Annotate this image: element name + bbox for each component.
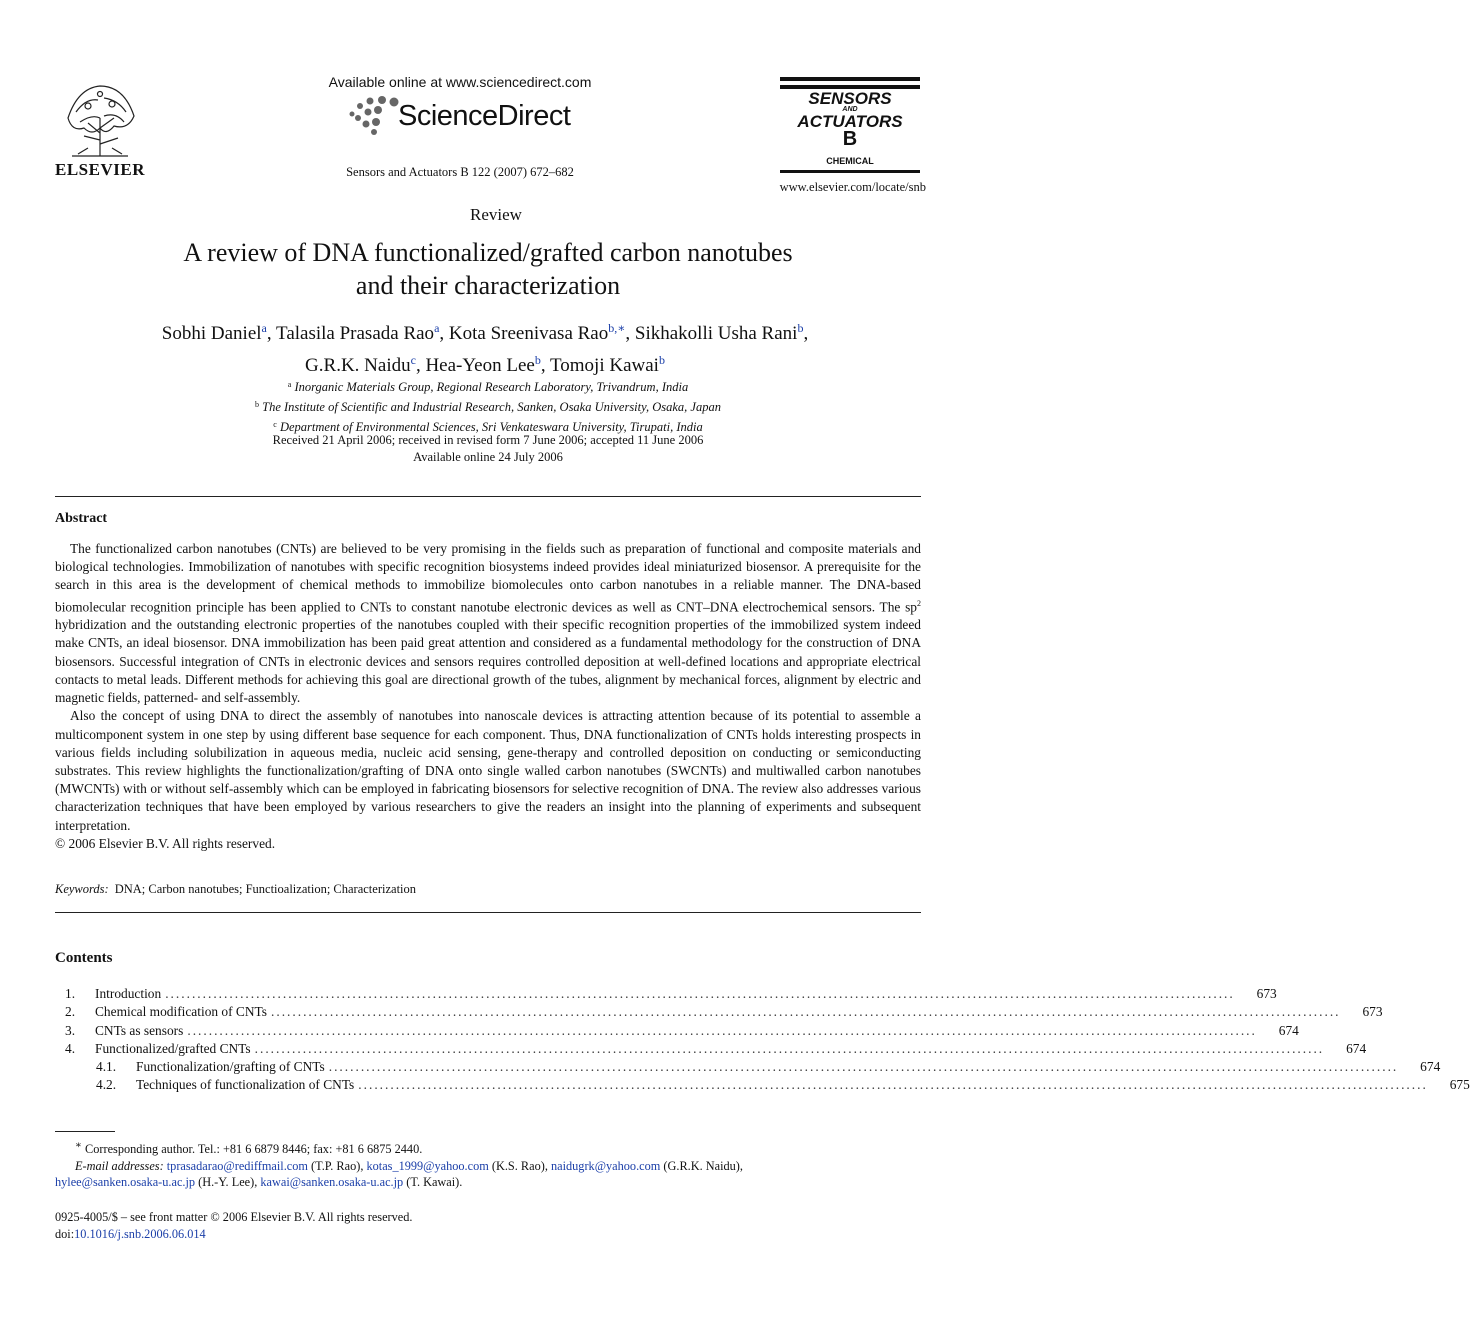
- available-online-text: Available online at www.sciencedirect.com: [328, 74, 592, 90]
- journal-logo-line3: ACTUATORS: [797, 112, 903, 131]
- author-affil-link[interactable]: a: [261, 321, 267, 335]
- issn-line: 0925-4005/$ – see front matter © 2006 Elsevier B.V. All rights reserved.: [55, 1210, 413, 1224]
- toc-page-number: 675: [1449, 1077, 1470, 1093]
- journal-logo-line4: B: [842, 128, 858, 150]
- email-link[interactable]: kawai@sanken.osaka-u.ac.jp: [260, 1175, 404, 1190]
- toc-leader-dots: ........................................................................................................................................................................................................: [187, 1022, 1257, 1038]
- publication-info: [55, 1209, 412, 1242]
- footnote: [55, 1138, 925, 1191]
- journal-reference: Sensors and Actuators B 122 (2007) 672–682: [346, 165, 574, 179]
- abstract-body: [55, 540, 921, 853]
- elsevier-tree-logo: [58, 78, 142, 158]
- toc-label[interactable]: Introduction: [95, 986, 162, 1001]
- abstract-paragraph-2: Also the concept of using DNA to direct the assembly of nanotubes into nanoscale devices is attracting attention because of its potential to assemble a multicomponent system in one step by using different base sequence for each component. Thus, DNA functionalization of CNTs holds interesting prospects in various fields including solubilization in aqueous media, nucleic acid sensing, gene-therapy and controlled deposition on conducting or semiconducting substrates. This review highlights the functionalization/grafting of DNA onto single walled carbon nanotubes (SWCNTs) and multiwalled carbon nanotubes (MWCNTs) with or without self-assembly which can be employed in fabricating biosensors for selective recognition of DNA. The review also addresses various characterization techniques that have been employed by various researchers to give the readers an insight into the planning of experiments and subsequent interpretation.: [55, 708, 921, 833]
- author-name: G.R.K. Naidu: [305, 355, 411, 376]
- author-list: [0, 315, 970, 379]
- toc-leader-dots: ........................................................................................................................................................................................................: [271, 1004, 1341, 1020]
- available-online-date: Available online 24 July 2006: [413, 450, 563, 464]
- toc-entry[interactable]: [55, 1076, 1470, 1094]
- doi-link[interactable]: 10.1016/j.snb.2006.06.014: [74, 1226, 206, 1241]
- sciencedirect-dots-icon: [344, 96, 400, 136]
- toc-label[interactable]: Techniques of functionalization of CNTs: [136, 1077, 355, 1093]
- footnote-rule: [55, 1131, 115, 1132]
- doi-line: doi:10.1016/j.snb.2006.06.014: [55, 1226, 206, 1241]
- toc-page-number: 673: [1362, 1004, 1383, 1020]
- toc-number: 1.: [65, 986, 76, 1001]
- author-affil-link[interactable]: b,∗: [608, 321, 626, 335]
- divider-top: [55, 496, 921, 497]
- keywords-text: DNA; Carbon nanotubes; Functioalization; Characterization: [114, 882, 417, 896]
- toc-entry[interactable]: [55, 1058, 1441, 1076]
- author-name: Sobhi Daniel: [161, 323, 262, 344]
- toc-entry[interactable]: [55, 1003, 1383, 1021]
- copyright-notice: © 2006 Elsevier B.V. All rights reserved.: [55, 835, 276, 851]
- toc-number: 3.: [65, 1022, 76, 1038]
- email-link[interactable]: hylee@sanken.osaka-u.ac.jp: [55, 1175, 196, 1190]
- journal-logo-top-bar: [780, 77, 920, 81]
- journal-logo-bottom-bar: [780, 170, 920, 173]
- toc-page-number: 673: [1256, 986, 1277, 1001]
- table-of-contents: [55, 985, 1470, 1095]
- journal-logo-line2: AND: [842, 106, 858, 113]
- toc-leader-dots: ........................................................................................................................................................................................................: [254, 1040, 1325, 1056]
- email-link[interactable]: tprasadarao@rediffmail.com: [166, 1158, 308, 1173]
- toc-page-number: 674: [1278, 1022, 1299, 1038]
- abstract-paragraph-1: The functionalized carbon nanotubes (CNTs) are believed to be very promising in the fields such as preparation of functional and composite materials and biological technologies. Immobilization of nanotubes with specific recognition biosystems indeed provides ideal miniaturized biosensor. A prerequisite for the search in this area is the development of chemical methods to immobilize biomolecules onto carbon nanotubes in a reliable manner. The DNA-based biomolecular recognition principle has been applied to CNTs to constant nanotube electronic devices as well as CNT–DNA electrochemical sensors. The $sp^2$ hybridization and the outstanding electronic properties of the nanotubes coupled with their specific recognition properties of the immobilized system indeed make CNTs, an ideal biosensor. DNA immobilization has been paid great attention and considered as a fundamental methodology for the construction of DNA biosensors. Successful integration of CNTs in electronic devices and sensors requires controlled deposition at well-defined locations and appropriate electrical contacts to metal leads. Different methods for achieving this goal are directional growth of the tubes, alignment by mechanical forces, alignment by electric and magnetic fields, patterned- and self-assembly.: [55, 541, 921, 706]
- affiliation-item: $^a$ Inorganic Materials Group, Regional Research Laboratory, Trivandrum, India: [287, 380, 689, 394]
- title-line-1: A review of DNA functionalized/grafted carbon nanotubes: [183, 238, 793, 267]
- toc-number: 4.1.: [96, 1059, 117, 1075]
- toc-entry[interactable]: [55, 985, 1277, 1003]
- email-link[interactable]: kotas_1999@yahoo.com: [366, 1158, 489, 1173]
- email-link[interactable]: naidugrk@yahoo.com: [550, 1158, 661, 1173]
- toc-entry[interactable]: [55, 1022, 1299, 1040]
- toc-leader-dots: ........................................................................................................................................................................................................: [328, 1059, 1399, 1075]
- keywords: [55, 882, 416, 897]
- abstract-heading: Abstract: [55, 511, 108, 526]
- author-affil-link[interactable]: b: [534, 353, 541, 367]
- toc-number: 4.2.: [96, 1077, 117, 1093]
- journal-logo-line1: SENSORS: [808, 89, 892, 108]
- author-affil-link[interactable]: b: [658, 353, 665, 367]
- sciencedirect-logo-text: ScienceDirect: [398, 100, 571, 132]
- article-title: [0, 236, 976, 302]
- journal-url[interactable]: www.elsevier.com/locate/snb: [779, 180, 926, 194]
- toc-label[interactable]: CNTs as sensors: [95, 1022, 184, 1038]
- keywords-label: Keywords:: [55, 882, 109, 896]
- toc-label[interactable]: Functionalization/grafting of CNTs: [136, 1059, 325, 1075]
- affiliations: [0, 376, 976, 436]
- author-line-2: G.R.K. Naidu$^c$, Hea-Yeon Lee$^b$, Tomoji Kawai$^b$: [305, 353, 665, 376]
- contents-heading: Contents: [55, 950, 113, 966]
- author-name: Tomoji Kawai: [550, 355, 659, 376]
- title-line-2: and their characterization: [355, 271, 621, 300]
- toc-label[interactable]: Chemical modification of CNTs: [95, 1004, 267, 1020]
- affiliation-item: $^b$ The Institute of Scientific and Industrial Research, Sanken, Osaka University, Osaka, Japan: [255, 400, 721, 414]
- author-affil-link[interactable]: b: [797, 321, 804, 335]
- journal-logo-line5: CHEMICAL: [826, 156, 874, 166]
- toc-page-number: 674: [1346, 1040, 1367, 1056]
- author-line-1: Sobhi Daniel$^a$, Talasila Prasada Rao$^a$, Kota Sreenivasa Rao$^{b,∗}$, Sikhakolli Usha Rani$^b$,: [161, 321, 809, 344]
- email-line-2: hylee@sanken.osaka-u.ac.jp (H.-Y. Lee), kawai@sanken.osaka-u.ac.jp (T. Kawai).: [55, 1175, 463, 1190]
- article-type: Review: [470, 205, 522, 224]
- author-name: Sikhakolli Usha Rani: [634, 323, 798, 344]
- toc-number: 4.: [65, 1040, 76, 1056]
- email-line-1: E-mail addresses: tprasadarao@rediffmail.com (T.P. Rao), kotas_1999@yahoo.com (K.S. Rao), naidugrk@yahoo.com (G.R.K. Naidu),: [75, 1158, 743, 1173]
- publisher-name: ELSEVIER: [55, 160, 145, 179]
- divider-keywords: [55, 912, 921, 913]
- toc-number: 2.: [65, 1004, 76, 1020]
- author-name: Talasila Prasada Rao: [276, 323, 435, 344]
- received-dates: Received 21 April 2006; received in revised form 7 June 2006; accepted 11 June 2006: [272, 433, 704, 447]
- email-label: E-mail addresses:: [75, 1158, 164, 1173]
- toc-page-number: 674: [1420, 1059, 1441, 1075]
- toc-label[interactable]: Functionalized/grafted CNTs: [95, 1040, 251, 1056]
- author-name: Kota Sreenivasa Rao: [448, 323, 609, 344]
- corresponding-author-note: ∗ Corresponding author. Tel.: +81 6 6879 8446; fax: +81 6 6875 2440.: [75, 1140, 423, 1157]
- toc-leader-dots: ........................................................................................................................................................................................................: [165, 986, 1235, 1001]
- author-affil-link[interactable]: c: [410, 353, 416, 367]
- article-dates: [0, 432, 976, 466]
- toc-entry[interactable]: [55, 1040, 1367, 1058]
- author-name: Hea-Yeon Lee: [425, 355, 535, 376]
- toc-leader-dots: ........................................................................................................................................................................................................: [358, 1077, 1428, 1093]
- author-affil-link[interactable]: a: [434, 321, 440, 335]
- affiliation-item: $^c$ Department of Environmental Sciences, Sri Venkateswara University, Tirupati, India: [273, 420, 703, 434]
